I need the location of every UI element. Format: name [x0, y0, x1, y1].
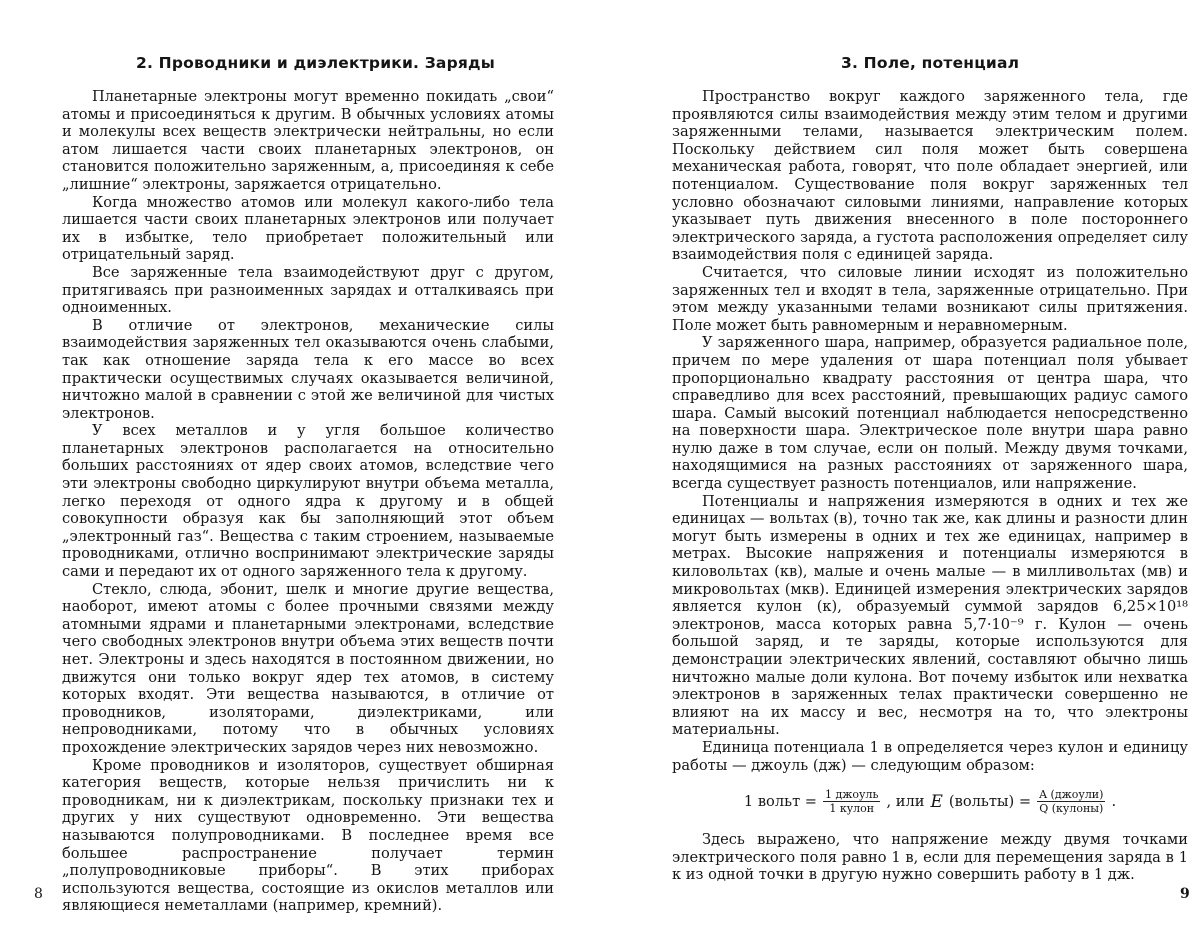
- formula-e-variable: E: [930, 791, 943, 812]
- formula-separator: , или: [886, 793, 925, 811]
- paragraph: Единица потенциала 1 в определяется через кулон и единицу работы — джоуль (дж) — следующим образом:: [672, 738, 1188, 774]
- page-number-left: 8: [34, 886, 43, 902]
- paragraph: Все заряженные тела взаимодействуют друг с другом, притягиваясь при разноименных зарядах и отталкиваясь при одноименных.: [62, 263, 554, 317]
- fraction-numerator: A (джоули): [1039, 788, 1104, 802]
- section-heading-conductors: 2. Проводники и диэлектрики. Заряды: [136, 54, 495, 72]
- paragraph: У всех металлов и у угля большое количество планетарных электронов располагается на относительно больших расстояниях от ядер своих атомов, вследствие чего эти электроны свободно циркулируют внутри объема металла, легко переходя от одного ядра к другому и в общей совокупности образуя как бы заполняющий этот объем „электронный газ“. Вещества с таким строением, называемые проводниками, отлично воспринимают электрические заряды сами и передают их от одного заряженного тела к другому.: [62, 422, 554, 581]
- paragraph: Планетарные электроны могут временно покидать „свои“ атомы и присоединяться к другим. В обычных условиях атомы и молекулы всех веществ электрически нейтральны, но если атом лишается части своих планетарных электронов, он становится положительно заряженным, а, присоединяя к себе „лишние“ электроны, заряжается отрицательно.: [62, 88, 554, 193]
- fraction-numerator: 1 джоуль: [825, 788, 879, 802]
- paragraph: Когда множество атомов или молекул какого-либо тела лишается части своих планетарных электронов или получает их в избытке, тело приобретает положительный или отрицательный заряд.: [62, 193, 554, 264]
- paragraph: Считается, что силовые линии исходят из положительно заряженных тел и входят в тела, заряженные отрицательно. При этом между указанными телами возникают силы притяжения. Поле может быть равномерным и неравномерным.: [672, 263, 1188, 334]
- paragraph: У заряженного шара, например, образуется радиальное поле, причем по мере удаления от шара потенциал поля убывает пропорционально квадрату расстояния от центра шара, что справедливо для всех расстояний, превышающих радиус самого шара. Самый высокий потенциал наблюдается непосредственно на поверхности шара. Электрическое поле внутри шара равно нулю даже в том случае, если он полый. Между двумя точками, находящимися на разных расстояниях от заряженного шара, всегда существует разность потенциалов, или напряжение.: [672, 334, 1188, 493]
- volt-definition-formula: [672, 788, 1188, 815]
- left-text-column: [62, 88, 554, 915]
- paragraph: Кроме проводников и изоляторов, существует обширная категория веществ, которые нельзя причислить ни к проводникам, ни к диэлектрикам, поскольку признаки тех и других у них существуют одновременно. Эти вещества называются полупроводниками. В последнее время все большее распространение получает термин „полупроводниковые приборы“. В этих приборах используются вещества, состоящие из окислов металлов или являющиеся неметаллами (например, кремний).: [62, 756, 554, 915]
- page-number-right: 9: [1180, 886, 1190, 902]
- paragraph: Потенциалы и напряжения измеряются в одних и тех же единицах — вольтах (в), точно так же, как длины и разности длин могут быть измерены в одних и тех же единицах, например в метрах. Высокие напряжения и потенциалы измеряются в киловольтах (кв), малые и очень малые — в милливольтах (мв) и микровольтах (мкв). Единицей измерения электрических зарядов является кулон (к), образуемый суммой зарядов 6,25×10¹⁸ электронов, масса которых равна 5,7·10⁻⁹ г. Кулон — очень большой заряд, и те заряды, которые используются для демонстрации электрических явлений, составляют обычно лишь ничтожно малые доли кулона. Вот почему избыток или нехватка электронов в заряженных телах практически совершенно не влияют на их массу и вес, несмотря на то, что электроны материальны.: [672, 492, 1188, 739]
- formula-lhs: 1 вольт =: [743, 793, 818, 811]
- paragraph: Пространство вокруг каждого заряженного тела, где проявляются силы взаимодействия между этим телом и другими заряженными телами, называется электрическим полем. Поскольку действием сил поля может быть совершена механическая работа, говорят, что поле обладает энергией, или потенциалом. Существование поля вокруг заряженных тел условно обозначают силовыми линиями, направление которых указывает путь движения внесенного в поле постороннего электрического заряда, а густота расположения определяет силу взаимодействия поля с единицей заряда.: [672, 88, 1188, 264]
- right-page: [600, 0, 1200, 937]
- formula-e-unit: (вольты) =: [948, 793, 1032, 811]
- section-heading-field: 3. Поле, потенциал: [841, 54, 1020, 72]
- fraction-denominator: Q (кулоны): [1039, 802, 1104, 816]
- fraction-joule-per-coulomb: [823, 788, 880, 815]
- formula-end: .: [1111, 793, 1117, 811]
- paragraph: Стекло, слюда, эбонит, шелк и многие другие вещества, наоборот, имеют атомы с более прочными связями между атомными ядрами и планетарными электронами, вследствие чего свободных электронов внутри объема этих веществ почти нет. Электроны и здесь находятся в постоянном движении, но движутся они только вокруг ядер тех атомов, в систему которых входят. Эти вещества называются, в отличие от проводников, изоляторами, диэлектриками, или непроводниками, потому что в обычных условиях прохождение электрических зарядов через них невозможно.: [62, 580, 554, 756]
- fraction-denominator: 1 кулон: [829, 802, 875, 816]
- fraction-a-over-q: [1037, 788, 1105, 815]
- paragraph: В отличие от электронов, механические силы взаимодействия заряженных тел оказываются очень слабыми, так как отношение заряда тела к его массе во всех практически осуществимых случаях оказывается величиной, ничтожно малой в сравнении с этой же величиной для чистых электронов.: [62, 316, 554, 422]
- right-text-column: [672, 88, 1188, 884]
- paragraph: Здесь выражено, что напряжение между двумя точками электрического поля равно 1 в, если для перемещения заряда в 1 к из одной точки в другую нужно совершить работу в 1 дж.: [672, 831, 1188, 884]
